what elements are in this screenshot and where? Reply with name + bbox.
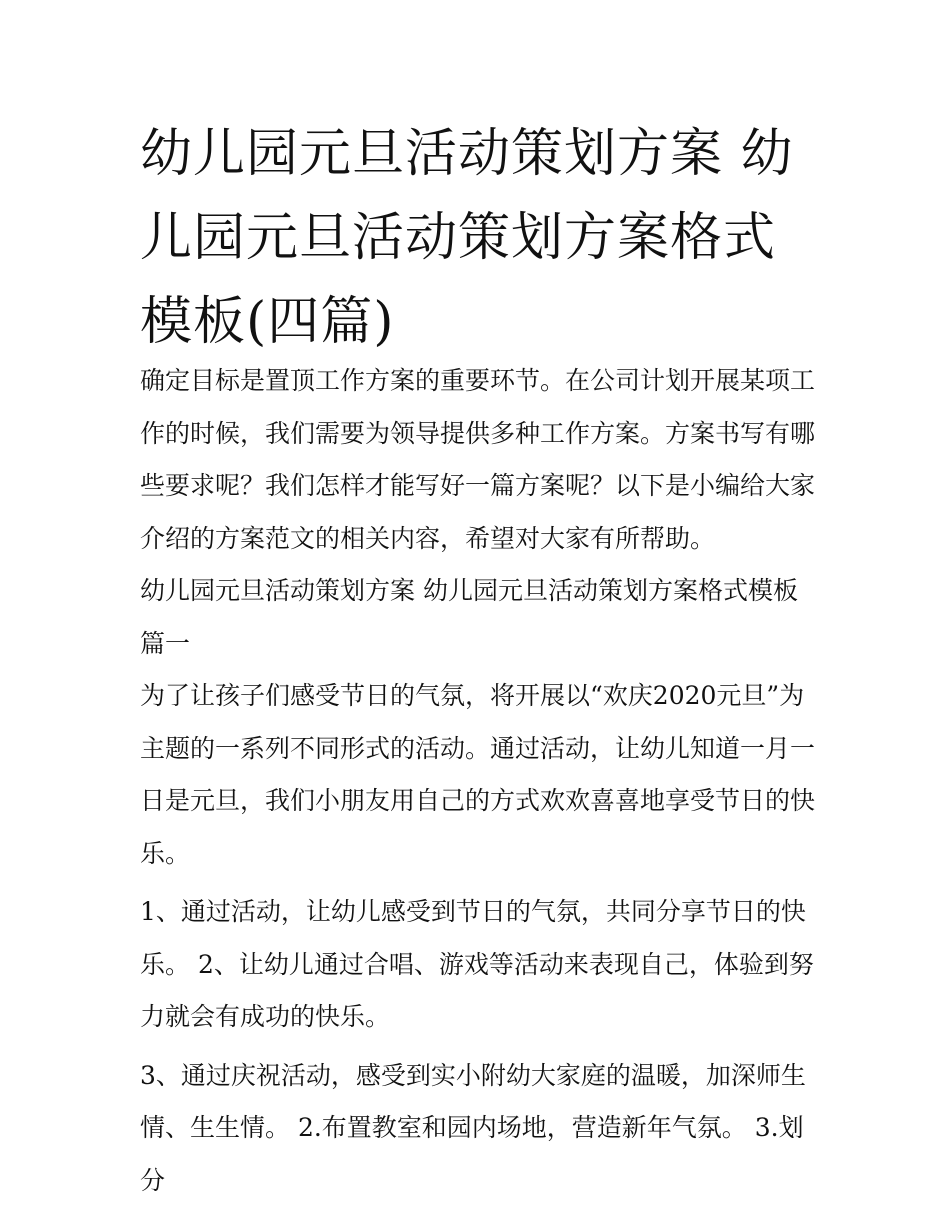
document-body [140, 355, 816, 1207]
document-title: 幼儿园元旦活动策划方案 幼儿园元旦活动策划方案格式模板(四篇) [140, 124, 794, 352]
paragraph-goals-3: 3、通过庆祝活动，感受到实小附幼大家庭的温暖，加深师生情、生生情。 2.布置教室和园内场地，营造新年气氛。 3.划分 [140, 1060, 806, 1195]
paragraph-goals-1-2: 1、通过活动，让幼儿感受到节日的气氛，共同分享节日的快乐。 2、让幼儿通过合唱、游戏等活动来表现自己，体验到努力就会有成功的快乐。 [140, 897, 814, 1031]
section-heading: 幼儿园元旦活动策划方案 幼儿园元旦活动策划方案格式模板篇一 [140, 576, 798, 658]
paragraph-intro: 确定目标是置顶工作方案的重要环节。在公司计划开展某项工作的时候，我们需要为领导提供多种工作方案。方案书写有哪些要求呢？我们怎样才能写好一篇方案呢？以下是小编给大家介绍的方案范文的相关内容，希望对大家有所帮助。 [140, 366, 816, 553]
paragraph-purpose: 为了让孩子们感受节日的气氛，将开展以“欢庆2020元旦”为主题的一系列不同形式的活动。通过活动，让幼儿知道一月一日是元旦，我们小朋友用自己的方式欢欢喜喜地享受节日的快乐。 [140, 681, 816, 868]
